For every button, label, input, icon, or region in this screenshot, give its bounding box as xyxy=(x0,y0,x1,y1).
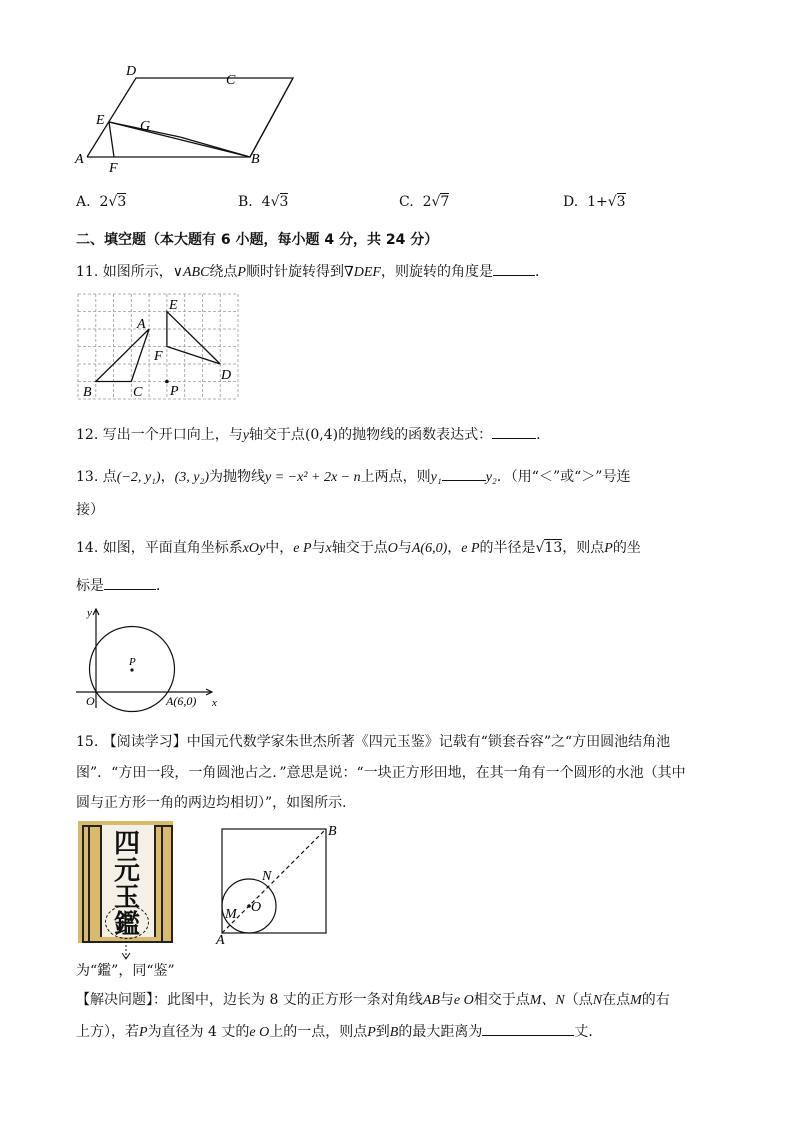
q15-text-line2: 图”．“方田一段，一角圆池占之．”意思是说：“一块正方形田地，在其一角有一个圆形的水池（其中 xyxy=(76,765,686,781)
q15-label-o: O xyxy=(251,900,262,915)
q14-figure xyxy=(72,604,222,710)
q11-label-c: C xyxy=(133,385,143,400)
q12-answer-blank xyxy=(492,424,536,439)
siyuan-yujian-book-cover-image xyxy=(78,821,173,943)
q14-label-o: O xyxy=(86,694,95,708)
q11-label-d: D xyxy=(221,368,232,383)
q13-text-line1: 13. 点(−2, y₁)，(3, y₂)为抛物线y = −x² + 2x − n上两点，则y₁ y₂．（用“＜”或“＞”号连 xyxy=(76,466,630,488)
q10-option-d: D. 1+√3 xyxy=(563,194,626,210)
q10-label-a: A xyxy=(75,152,84,167)
q14-label-x: x xyxy=(212,697,217,709)
book-char-1: 四 xyxy=(113,829,140,859)
q10-label-b: B xyxy=(251,152,260,167)
q15-label-m: M xyxy=(225,907,237,922)
q11-label-p: P xyxy=(170,384,179,399)
q10-option-b: B. 4√3 xyxy=(238,194,289,210)
book-caption: 为“鑑”，同“鉴” xyxy=(76,963,175,979)
q15-label-b: B xyxy=(328,824,337,839)
q14-label-a: A(6,0) xyxy=(166,694,197,708)
q14-text-line2: 标是 ． xyxy=(76,575,170,596)
q15-label-a: A xyxy=(216,933,225,948)
q10-label-g: G xyxy=(140,119,151,134)
q15-text-line1: 15. 【阅读学习】中国元代数学家朱世杰所著《四元玉鉴》记载有“锁套吞容”之“方田圆池结角池 xyxy=(76,734,671,750)
book-char-3: 玉 xyxy=(113,883,140,913)
q14-label-p: P xyxy=(129,656,136,668)
q15-label-n: N xyxy=(262,869,272,884)
q11-answer-blank xyxy=(493,261,535,276)
q11-label-e: E xyxy=(169,298,178,313)
q15-figure xyxy=(212,820,346,948)
q11-label-a: A xyxy=(137,317,146,332)
q12-text: 12. 写出一个开口向上，与y轴交于点(0,4)的抛物线的函数表达式： ． xyxy=(76,424,550,446)
q10-label-d: D xyxy=(126,64,137,79)
q15-answer-blank xyxy=(482,1021,574,1036)
q10-figure xyxy=(70,60,260,180)
book-char-2: 元 xyxy=(113,856,140,886)
section-fill-in-heading: 二、填空题（本大题有 6 小题，每小题 4 分，共 24 分） xyxy=(76,232,439,248)
q10-label-f: F xyxy=(109,161,118,176)
q15-solve-line2: 上方），若P为直径为 4 丈的e O上的一点，则点P到B的最大距离为 丈． xyxy=(76,1021,602,1043)
q10-label-c: C xyxy=(226,73,236,88)
q14-label-y: y xyxy=(87,607,92,619)
q13-text-line2: 接） xyxy=(76,502,104,518)
q10-label-e: E xyxy=(96,113,105,128)
q15-solve-line1: 【解决问题】：此图中，边长为 8 丈的正方形一条对角线AB与e O相交于点M、N（点N在点M的右 xyxy=(76,992,670,1008)
q14-answer-blank xyxy=(104,575,156,590)
book-callout-arrow xyxy=(116,940,136,962)
q10-option-c: C. 2√7 xyxy=(399,194,450,210)
q10-option-a: A. 2√3 xyxy=(76,194,127,210)
q11-label-f: F xyxy=(154,349,163,364)
q11-label-b: B xyxy=(83,385,92,400)
book-char-4: 鑑 xyxy=(113,910,140,940)
q14-text-line1: 14. 如图，平面直角坐标系xOy中，e P与x轴交于点O与A(6,0)，e P的半径是√13，则点P的坐 xyxy=(76,540,641,556)
q15-text-line3: 圆与正方形一角的两边均相切）”，如图所示． xyxy=(76,795,357,811)
q13-answer-blank xyxy=(442,466,486,481)
q11-grid-figure xyxy=(78,294,240,402)
q11-text: 11. 如图所示，∨ABC绕点P顺时针旋转得到∇DEF，则旋转的角度是 ． xyxy=(76,261,549,283)
